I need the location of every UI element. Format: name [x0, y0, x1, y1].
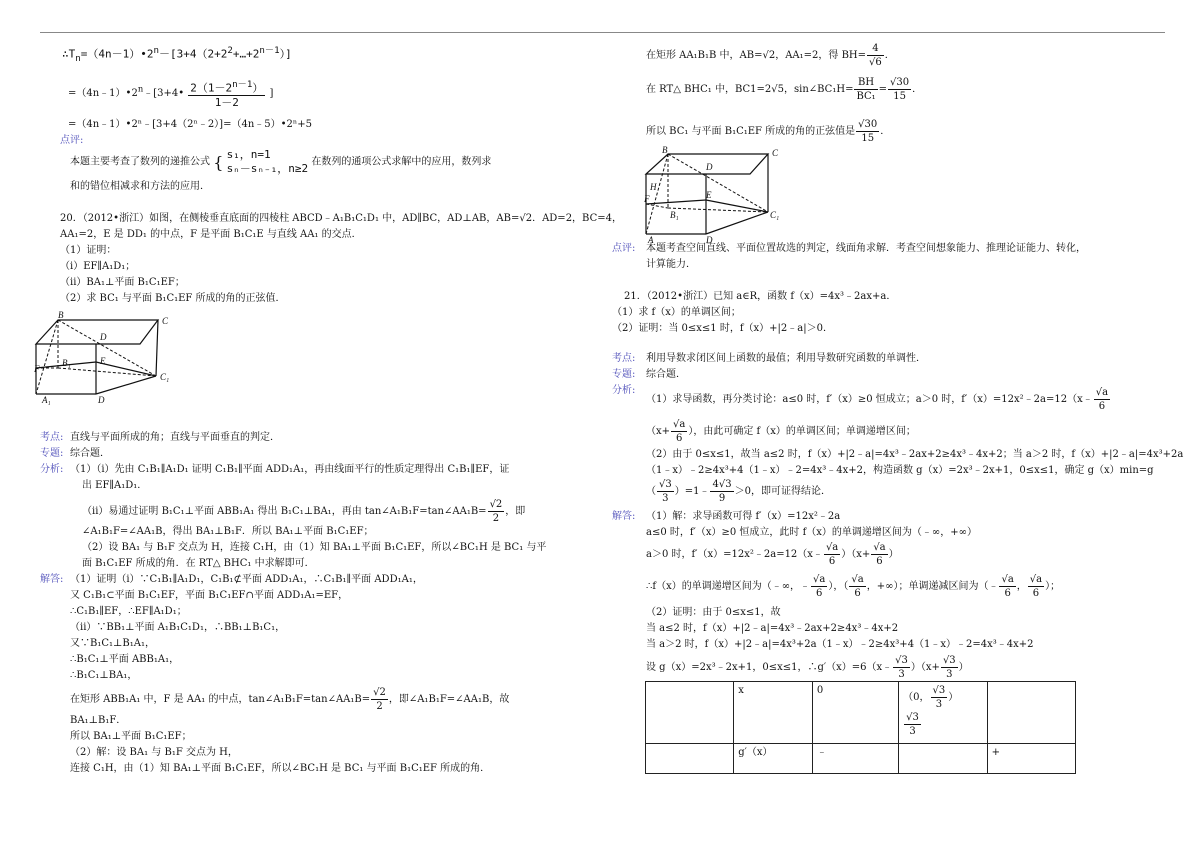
sum-line-3: =（4n﹣1）•2ⁿ﹣[3+4（2ⁿ﹣2）]=（4n﹣5）•2ⁿ+5 — [68, 119, 312, 130]
table-cell: g′（x） — [734, 744, 813, 774]
fenxi-4: ∠A₁B₁F=∠AA₁B，得出 BA₁⊥B₁F．所以 BA₁⊥平面 B₁C₁EF； — [82, 526, 374, 537]
q21-part-2: （2）证明：当 0≤x≤1 时，f（x）+|2﹣a|＞0． — [612, 323, 833, 334]
label-F: F — [34, 364, 40, 374]
comment-text-2: 和的错位相减求和方法的应用． — [70, 181, 210, 192]
r-dianping-2: 计算能力． — [646, 259, 696, 270]
jieda-6: ∴B₁C₁⊥平面 ABB₁A₁， — [70, 654, 180, 665]
zhuanti-label: 专题: — [40, 448, 64, 459]
page-top-rule — [40, 32, 1165, 33]
r-jieda-3: a＞0 时，f′（x）=12x²﹣2a=12（x﹣ $\frac{√a}{6}$ ）（x+ $\frac{√a}{6}$ ） — [646, 542, 899, 567]
r-fenxi-5: （ $\frac{√3}{3}$ ）=1﹣ $\frac{4√3}{9}$ ＞0，即可证得结论． — [646, 479, 831, 504]
r-line-2: 在 RT△ BHC₁ 中，BC1=2√5，sin∠BC₁H= $\frac{BH}{\text{BC₁}}$ = $\frac{√30}{15}$ ． — [646, 77, 923, 102]
jieda-3: ∴C₁B₁∥EF，∴EF∥A₁D₁； — [70, 606, 187, 617]
jieda-7: ∴B₁C₁⊥BA₁， — [70, 670, 138, 681]
r-jieda-label: 解答: — [612, 511, 636, 522]
label-C1: C₁ — [160, 372, 170, 382]
label-B: B — [662, 145, 668, 155]
fenxi-label: 分析: — [40, 464, 64, 475]
label-D1: D — [706, 235, 713, 245]
r-fenxi-4: （1﹣x）﹣2≥4x³+4（1﹣x）﹣2=4x³﹣4x+2，构造函数 g（x）=2x³﹣2x+1，0≤x≤1，确定 g（x）min=g — [646, 465, 1154, 476]
sum-line-2: $=(4n﹣1)•2^n﹣[3+4•$ $\frac{2(1-2^{n-1})}{1-2}$ ] — [68, 79, 274, 109]
q21-part-1: （1）求 f（x）的单调区间； — [612, 307, 741, 318]
q21-title: 21．（2012•浙江）已知 a∈R，函数 f（x）=4x³﹣2ax+a． — [624, 291, 897, 302]
jieda-5: 又∵B₁C₁⊥B₁A₁， — [70, 638, 156, 649]
r-zhuanti-label: 专题: — [612, 369, 636, 380]
r-jieda-8: 设 g（x）=2x³﹣2x+1，0≤x≤1，∴g′（x）=6（x﹣ $\frac{√3}{3}$ ）（x+ $\frac{√3}{3}$ ） — [646, 655, 969, 680]
label-C1: C₁ — [770, 210, 780, 220]
label-E: E — [100, 356, 106, 366]
r-jieda-1: （1）解：求导函数可得 f′（x）=12x²﹣2a — [646, 511, 841, 522]
comment-text: 本题主要考查了数列的递推公式 { s₁，n=1 sₙ－sₙ₋₁，n≥2 在数列的通项公式求解中的应用，数列求 — [70, 148, 492, 175]
fenxi-3: （ii）易通过证明 B₁C₁⊥平面 ABB₁A₁ 得出 B₁C₁⊥BA₁，再由 tan∠A₁B₁F=tan∠AA₁B= $\frac{√2}{2}$ ，即 — [82, 499, 526, 524]
comment-label: 点评: — [60, 135, 84, 146]
prism-figure-left — [36, 308, 186, 408]
table-cell: ﹣ — [812, 744, 898, 774]
kaodian-text: 直线与平面所成的角；直线与平面垂直的判定． — [70, 432, 280, 443]
r-fenxi-3: （2）由于 0≤x≤1，故当 a≤2 时，f（x）+|2﹣a|=4x³﹣2ax+2≥4x³﹣4x+2；当 a＞2 时，f（x）+|2﹣a|=4x³+2a — [646, 449, 1184, 460]
r-fenxi-1: （1）求导函数，再分类讨论：a≤0 时，f′（x）≥0 恒成立；a＞0 时，f′（x）=12x²﹣2a=12（x﹣ $\frac{√a}{6}$ — [646, 387, 1109, 412]
derivative-sign-table — [645, 681, 1076, 774]
fenxi-5: （2）设 BA₁ 与 B₁F 交点为 H，连接 C₁H，由（1）知 BA₁⊥平面 B₁C₁EF，所以∠BC₁H 是 BC₁ 与平 — [82, 542, 547, 553]
jieda-9: BA₁⊥B₁F． — [70, 715, 127, 726]
r-line-1: 在矩形 AA₁B₁B 中，AB=√2，AA₁=2，得 BH= $\frac{4}{√6}$ ． — [646, 43, 895, 68]
r-kaodian-label: 考点: — [612, 353, 636, 364]
table-cell — [646, 682, 734, 744]
label-B1: B₁ — [62, 358, 71, 368]
fenxi-1: （1）（i）先由 C₁B₁∥A₁D₁ 证明 C₁B₁∥平面 ADD₁A₁，再由线面平行的性质定理得出 C₁B₁∥EF，证 — [70, 464, 510, 475]
r-line-3: 所以 BC₁ 与平面 B₁C₁EF 所成的角的正弦值是 $\frac{√30}{15}$ ． — [646, 119, 891, 144]
fraction: $\frac{2(1-2^{n-1})}{1-2}$ — [190, 79, 264, 109]
jieda-11: （2）解：设 BA₁ 与 B₁F 交点为 H， — [70, 747, 238, 758]
r-zhuanti-text: 综合题． — [646, 369, 686, 380]
q20-line-2: AA₁=2，E 是 DD₁ 的中点，F 是平面 B₁C₁E 与直线 AA₁ 的交点． — [60, 229, 362, 240]
q20-part-1i: （i）EF∥A₁D₁； — [60, 261, 136, 272]
r-dianping-label: 点评: — [612, 243, 636, 254]
table-cell: x — [734, 682, 813, 744]
table-cell: + — [987, 744, 1075, 774]
r-dianping-1: 本题考查空间直线、平面位置故选的判定，线面角求解．考查空间想象能力、推理论证能力、转化， — [646, 243, 1086, 254]
label-D: D — [100, 332, 107, 342]
r-kaodian-text: 利用导数求闭区间上函数的最值；利用导数研究函数的单调性． — [646, 353, 926, 364]
label-C: C — [772, 148, 779, 158]
jieda-1: （1）证明（i）∵C₁B₁∥A₁D₁，C₁B₁⊄平面 ADD₁A₁，∴C₁B₁∥平面 ADD₁A₁， — [70, 574, 423, 585]
table-row — [646, 682, 1076, 744]
label-F: F — [644, 194, 650, 204]
table-row — [646, 744, 1076, 774]
q20-line-1: 20．（2012•浙江）如图，在侧棱垂直底面的四棱柱 ABCD﹣A₁B₁C₁D₁ 中，AD∥BC，AD⊥AB，AB=√2．AD=2，BC=4， — [60, 213, 622, 224]
label-A: A — [648, 235, 654, 245]
r-fenxi-label: 分析: — [612, 385, 636, 396]
prism-figure-right — [646, 146, 796, 244]
table-cell: （0， $\frac{√3}{3}$ ） $\frac{√3}{3}$ — [899, 682, 987, 744]
jieda-4: （ii）∵BB₁⊥平面 A₁B₁C₁D₁，∴BB₁⊥B₁C₁， — [70, 622, 286, 633]
q20-part-2: （2）求 BC₁ 与平面 B₁C₁EF 所成的角的正弦值． — [60, 293, 286, 304]
jieda-2: 又 C₁B₁⊂平面 B₁C₁EF，平面 B₁C₁EF∩平面 ADD₁A₁=EF， — [70, 590, 349, 601]
label-B1: B₁ — [670, 210, 679, 220]
label-H: H — [650, 182, 657, 192]
sum-line-1: $\therefore T_n=(4n-1)•2^n-[3+4(2+2^2+\dots+2^{n-1})]$ — [62, 45, 292, 64]
label-D1: D — [98, 395, 105, 405]
jieda-10: 所以 BA₁⊥平面 B₁C₁EF； — [70, 731, 192, 742]
q20-part-1ii: （ii）BA₁⊥平面 B₁C₁EF； — [60, 277, 185, 288]
kaodian-label: 考点: — [40, 432, 64, 443]
fenxi-6: 面 B₁C₁EF 所成的角．在 RT△ BHC₁ 中求解即可． — [82, 558, 315, 569]
label-A1: A₁ — [42, 395, 51, 405]
q20-part-1: （1）证明： — [60, 245, 117, 256]
label-B: B — [58, 310, 64, 320]
label-C: C — [162, 316, 169, 326]
r-jieda-7: 当 a＞2 时，f（x）+|2﹣a|=4x³+2a（1﹣x）﹣2≥4x³+4（1﹣x）﹣2=4x³﹣4x+2 — [646, 639, 1034, 650]
table-cell — [646, 744, 734, 774]
table-cell — [899, 744, 987, 774]
jieda-label: 解答: — [40, 574, 64, 585]
jieda-8: 在矩形 ABB₁A₁ 中，F 是 AA₁ 的中点，tan∠A₁B₁F=tan∠AA₁B= $\frac{√2}{2}$ ，即∠A₁B₁F=∠AA₁B，故 — [70, 687, 510, 712]
zhuanti-text: 综合题． — [70, 448, 110, 459]
r-jieda-5: （2）证明：由于 0≤x≤1，故 — [646, 607, 781, 618]
table-cell: 0 — [812, 682, 898, 744]
jieda-12: 连接 C₁H，由（1）知 BA₁⊥平面 B₁C₁EF，所以∠BC₁H 是 BC₁ 与平面 B₁C₁EF 所成的角． — [70, 763, 491, 774]
fenxi-2: 出 EF∥A₁D₁． — [82, 480, 148, 491]
label-E: E — [706, 190, 712, 200]
table-cell — [987, 682, 1075, 744]
r-jieda-4: ∴f（x）的单调递增区间为（﹣∞，﹣ $\frac{√a}{6}$ ），（ $\frac{√a}{6}$ ，+∞）；单调递减区间为（﹣ $\frac{√a}{6}$ ， $\frac{√a}{6}$ ）； — [646, 574, 1061, 599]
r-fenxi-2: （x+ $\frac{√a}{6}$ ），由此可确定 f（x）的单调区间；单调递增区间； — [646, 419, 916, 444]
r-jieda-6: 当 a≤2 时，f（x）+|2﹣a|=4x³﹣2ax+2≥4x³﹣4x+2 — [646, 623, 899, 634]
label-D: D — [706, 162, 713, 172]
r-jieda-2: a≤0 时，f′（x）≥0 恒成立，此时 f（x）的单调递增区间为（﹣∞，+∞） — [646, 527, 977, 538]
